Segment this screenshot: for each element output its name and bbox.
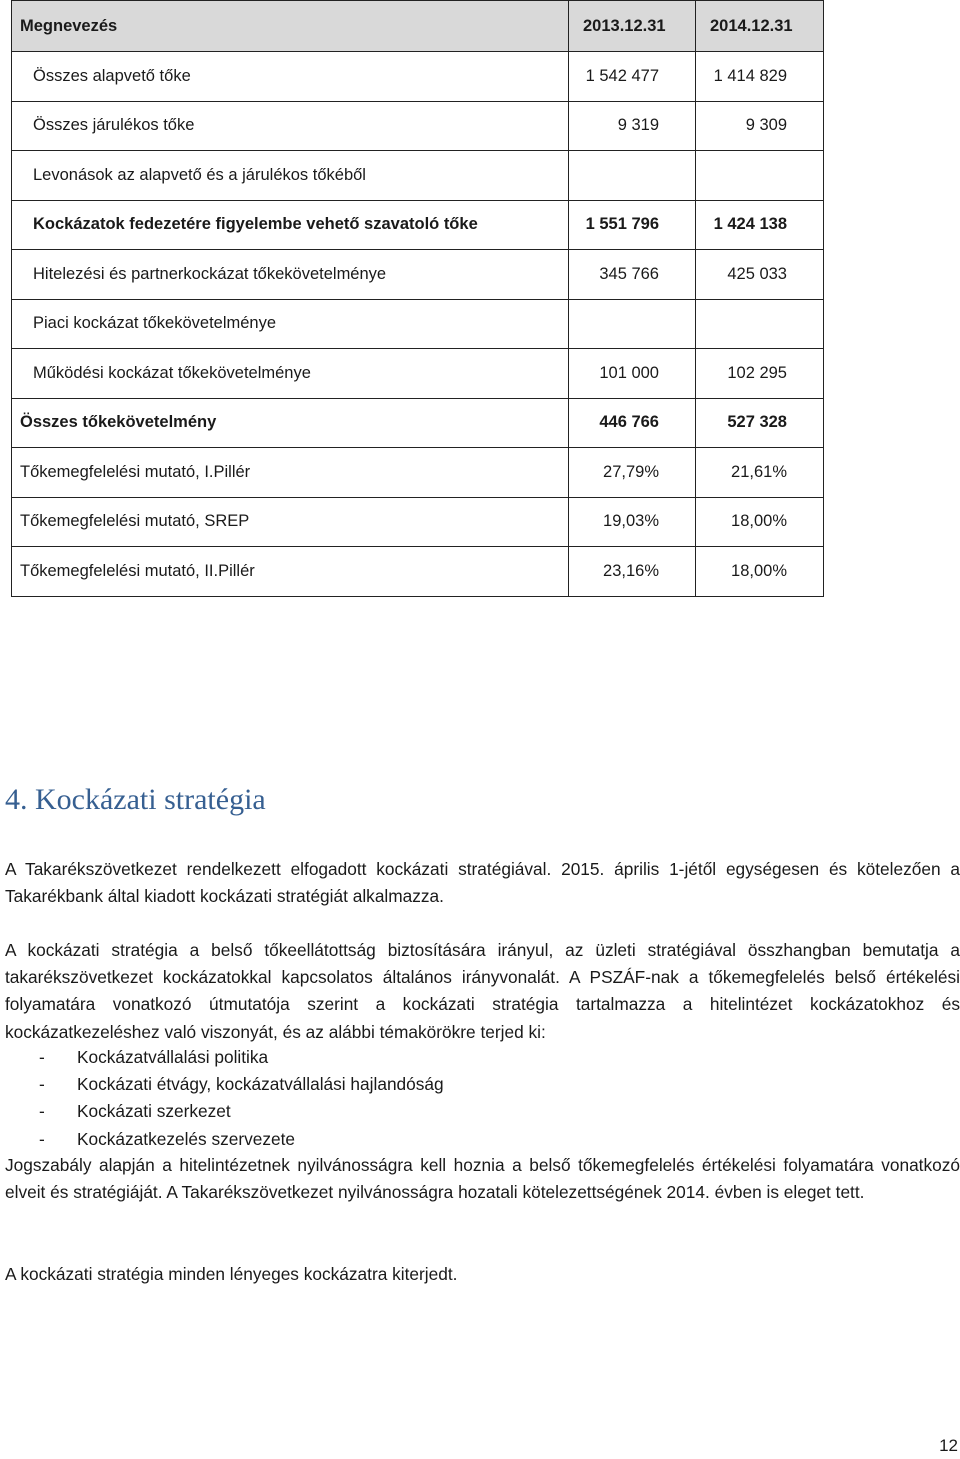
row-value-2013: 446 766	[569, 398, 696, 448]
bullet-dash: -	[39, 1047, 45, 1067]
row-value-2014: 527 328	[696, 398, 824, 448]
header-name: Megnevezés	[12, 1, 569, 52]
table-row	[12, 250, 824, 300]
row-value-2014: 18,00%	[696, 547, 824, 597]
table-row	[12, 101, 824, 151]
table-row	[12, 299, 824, 349]
row-value-2013	[569, 299, 696, 349]
row-value-2014: 102 295	[696, 349, 824, 399]
table-row	[12, 52, 824, 102]
row-label: Tőkemegfelelési mutató, II.Pillér	[12, 547, 569, 597]
list-item-text: Kockázatvállalási politika	[77, 1047, 269, 1067]
row-label: Piaci kockázat tőkekövetelménye	[12, 299, 569, 349]
paragraph-strategy-adoption: A Takarékszövetkezet rendelkezett elfogadott kockázati stratégiával. 2015. április 1-jétől egységesen és kötelezően a Takarékbank által kiadott kockázati stratégiát alkalmazza.	[5, 859, 960, 907]
row-label: Tőkemegfelelési mutató, SREP	[12, 497, 569, 547]
table-row	[12, 200, 824, 250]
bullet-dash: -	[39, 1128, 45, 1149]
list-item	[5, 1044, 444, 1071]
row-label: Tőkemegfelelési mutató, I.Pillér	[12, 448, 569, 498]
bullet-dash: -	[39, 1074, 45, 1095]
row-label: Működési kockázat tőkekövetelménye	[12, 349, 569, 399]
table-row	[12, 398, 824, 448]
row-value-2014	[696, 299, 824, 349]
table-row	[12, 497, 824, 547]
list-item-text: Kockázatkezelés szervezete	[77, 1128, 296, 1149]
table-row	[12, 547, 824, 597]
list-item	[5, 1126, 444, 1153]
row-label: Összes tőkekövetelmény	[12, 398, 569, 448]
list-item	[5, 1071, 444, 1098]
row-value-2013: 101 000	[569, 349, 696, 399]
row-value-2014: 21,61%	[696, 448, 824, 498]
paragraph-disclosure: Jogszabály alapján a hitelintézetnek nyilvánosságra kell hoznia a belső tőkemegfelelés értékelési folyamatára vonatkozó elveit és stratégiáját. A Takarékszövetkezet nyilvánosságra hozatali kötelezettségének 2014. évben is eleget tett.	[5, 1155, 960, 1203]
table-row	[12, 151, 824, 201]
row-value-2013: 345 766	[569, 250, 696, 300]
row-value-2013	[569, 151, 696, 201]
header-col-2014: 2014.12.31	[696, 1, 824, 52]
bullet-dash: -	[39, 1101, 45, 1122]
row-value-2014: 425 033	[696, 250, 824, 300]
table-row	[12, 448, 824, 498]
capital-table	[11, 0, 824, 597]
topic-list	[5, 1044, 444, 1153]
row-value-2013: 1 542 477	[569, 52, 696, 102]
row-value-2013: 1 551 796	[569, 200, 696, 250]
page-number: 12	[939, 1436, 958, 1455]
list-item-text: Kockázati szerkezet	[77, 1101, 231, 1122]
row-value-2013: 27,79%	[569, 448, 696, 498]
section-heading: 4. Kockázati stratégia	[5, 783, 266, 816]
row-value-2014: 9 309	[696, 101, 824, 151]
row-value-2014: 1 414 829	[696, 52, 824, 102]
row-value-2013: 23,16%	[569, 547, 696, 597]
paragraph-coverage: A kockázati stratégia minden lényeges kockázatra kiterjedt.	[5, 1264, 458, 1284]
table-header-row	[12, 1, 824, 52]
header-col-2013: 2013.12.31	[569, 1, 696, 52]
list-item-text: Kockázati étvágy, kockázatvállalási hajlandóság	[77, 1074, 444, 1095]
row-label: Hitelezési és partnerkockázat tőkekövetelménye	[12, 250, 569, 300]
row-label: Levonások az alapvető és a járulékos tőkéből	[12, 151, 569, 201]
row-label: Összes alapvető tőke	[12, 52, 569, 102]
paragraph-strategy-scope: A kockázati stratégia a belső tőkeellátottság biztosítására irányul, az üzleti stratégiával összhangban bemutatja a takarékszövetkezet kockázatokkal kapcsolatos általános irányvonalát. A PSZÁF-nak a tőkemegfelelés belső értékelési folyamatára vonatkozó útmutatója szerint a kockázati stratégia tartalmazza a hitelintézet kockázatokhoz és kockázatkezeléshez való viszonyát, és az alábbi témakörökre terjed ki:	[5, 940, 960, 1042]
row-value-2014	[696, 151, 824, 201]
row-value-2014: 1 424 138	[696, 200, 824, 250]
row-label: Kockázatok fedezetére figyelembe vehető szavatoló tőke	[12, 200, 569, 250]
list-item	[5, 1098, 444, 1125]
row-label: Összes járulékos tőke	[12, 101, 569, 151]
row-value-2013: 19,03%	[569, 497, 696, 547]
row-value-2014: 18,00%	[696, 497, 824, 547]
row-value-2013: 9 319	[569, 101, 696, 151]
table-row	[12, 349, 824, 399]
